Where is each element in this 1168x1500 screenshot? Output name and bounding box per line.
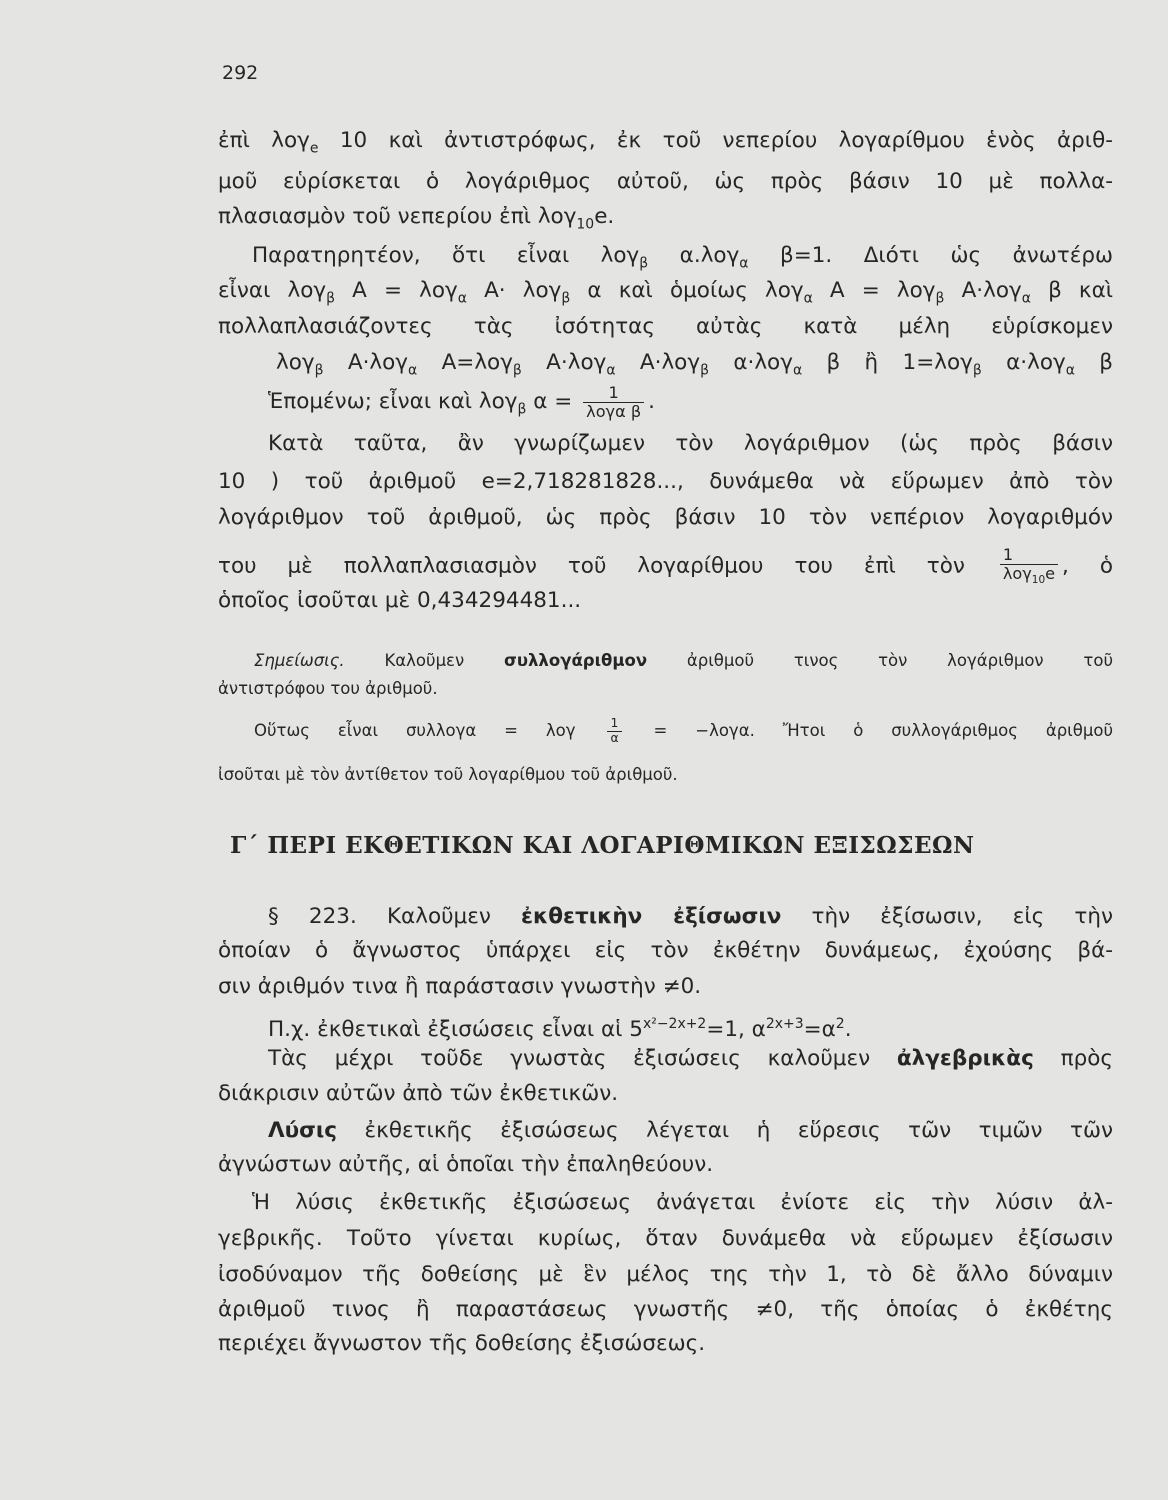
text-line: Π.χ. ἐκθετικαὶ ἐξισώσεις εἶναι αἱ $5^{x^2-2x+2}=1$, $\alpha^{2x+3}=\alpha^2$.	[268, 1016, 852, 1043]
text-line: Ἡ λύσις ἐκθετικῆς ἐξισώσεως ἀνάγεται ἐνίοτε εἰς τὴν λύσιν ἀλ-	[252, 1190, 1113, 1215]
note-line: Οὕτως εἶναι συλλογα = λογ $\frac{1}{\alpha}$ = −λογα. Ἤτοι ὁ συλλογάριθμος ἀριθμοῦ	[254, 716, 1113, 745]
text-line: ἐπὶ λογ$_e$ 10 καὶ ἀντιστρόφως, ἐκ τοῦ νεπερίου λογαρίθμου ἑνὸς ἀριθ-	[218, 128, 1113, 157]
text-line: § 223. Καλοῦμεν ἐκθετικὴν ἐξίσωσιν τὴν ἐξίσωσιν, εἰς τὴν	[268, 904, 1113, 929]
text-line: ὁποίαν ὁ ἄγνωστος ὑπάρχει εἰς τὸν ἐκθέτην δυνάμεως, ἐχούσης βά-	[218, 938, 1113, 963]
text-line: Παρατηρητέον, ὅτι εἶναι λογ$_\beta$ α.λογ$_\alpha$ β=1. Διότι ὡς ἀνωτέρω	[252, 243, 1113, 272]
text-line: περιέχει ἄγνωστον τῆς δοθείσης ἐξισώσεως.	[218, 1331, 706, 1356]
text-line: ἀριθμοῦ τινος ἢ παραστάσεως γνωστῆς ≠0, τῆς ὁποίας ὁ ἐκθέτης	[218, 1297, 1113, 1322]
text-line: λογ$_\beta$ A·λογ$_\alpha$ A=λογ$_\beta$ A·λογ$_\alpha$ A·λογ$_\beta$ α·λογ$_\alpha$ β ἢ 1=λογ$_\beta$ α·λογ$_\alpha$ β	[276, 350, 1113, 379]
text-line: του μὲ πολλαπλασιασμὸν τοῦ λογαρίθμου του ἐπὶ τὸν $\frac{1}{\lambda o\gamma_{10}e}$ , ὁ	[218, 545, 1114, 586]
text-line: Κατὰ ταῦτα, ἂν γνωρίζωμεν τὸν λογάριθμον (ὡς πρὸς βάσιν	[268, 431, 1113, 456]
text-line: ἀγνώστων αὐτῆς, αἱ ὁποῖαι τὴν ἐπαληθεύουν.	[218, 1152, 714, 1177]
text-line: ὁποῖος ἰσοῦται μὲ 0,434294481...	[218, 588, 582, 613]
text-line: εἶναι λογ$_\beta$ A = λογ$_\alpha$ A· λογ$_\beta$ α καὶ ὁμοίως λογ$_\alpha$ A = λογ$_\beta$ A·λογ$_\alpha$ β καὶ	[218, 278, 1114, 307]
text-line: πολλαπλασιάζοντες τὰς ἰσότητας αὐτὰς κατὰ μέλη εὑρίσκομεν	[218, 314, 1113, 339]
note-line: Σημείωσις. Καλοῦμεν συλλογάριθμον ἀριθμοῦ τινος τὸν λογάριθμον τοῦ	[254, 651, 1113, 670]
text-line: σιν ἀριθμόν τινα ἢ παράστασιν γνωστὴν ≠0.	[218, 974, 702, 999]
text-line: λογάριθμον τοῦ ἀριθμοῦ, ὡς πρὸς βάσιν 10 τὸν νεπέριον λογαριθμόν	[218, 505, 1113, 530]
text-line: διάκρισιν αὐτῶν ἀπὸ τῶν ἐκθετικῶν.	[218, 1081, 619, 1106]
text-line: Λύσις ἐκθετικῆς ἐξισώσεως λέγεται ἡ εὕρεσις τῶν τιμῶν τῶν	[268, 1118, 1113, 1143]
note-line: ἰσοῦται μὲ τὸν ἀντίθετον τοῦ λογαρίθμου τοῦ ἀριθμοῦ.	[218, 765, 678, 784]
text-line: ἰσοδύναμον τῆς δοθείσης μὲ ἓν μέλος της τὴν 1, τὸ δὲ ἄλλο δύναμιν	[218, 1262, 1113, 1287]
section-heading: Γ΄ ΠΕΡΙ ΕΚΘΕΤΙΚΩΝ ΚΑΙ ΛΟΓΑΡΙΘΜΙΚΩΝ ΕΞΙΣΩΣΕΩΝ	[230, 832, 975, 859]
text-line: πλασιασμὸν τοῦ νεπερίου ἐπὶ λογ$_{10}$e.	[218, 204, 615, 233]
text-line: Ἑπομένω; εἶναι καὶ λογ$_\beta$ α = $\frac{1}{\text{λογα β}}$ .	[268, 383, 655, 421]
text-line: 10 ) τοῦ ἀριθμοῦ e=2,718281828..., δυνάμεθα νὰ εὕρωμεν ἀπὸ τὸν	[218, 469, 1113, 494]
text-line: Τὰς μέχρι τοῦδε γνωστὰς ἐξισώσεις καλοῦμεν ἀλγεβρικὰς πρὸς	[268, 1046, 1113, 1071]
page-number: 292	[222, 62, 259, 84]
note-line: ἀντιστρόφου του ἀριθμοῦ.	[218, 679, 438, 698]
text-line: μοῦ εὑρίσκεται ὁ λογάριθμος αὐτοῦ, ὡς πρὸς βάσιν 10 μὲ πολλα-	[218, 169, 1113, 194]
text-line: γεβρικῆς. Τοῦτο γίνεται κυρίως, ὅταν δυνάμεθα νὰ εὕρωμεν ἐξίσωσιν	[218, 1226, 1113, 1251]
